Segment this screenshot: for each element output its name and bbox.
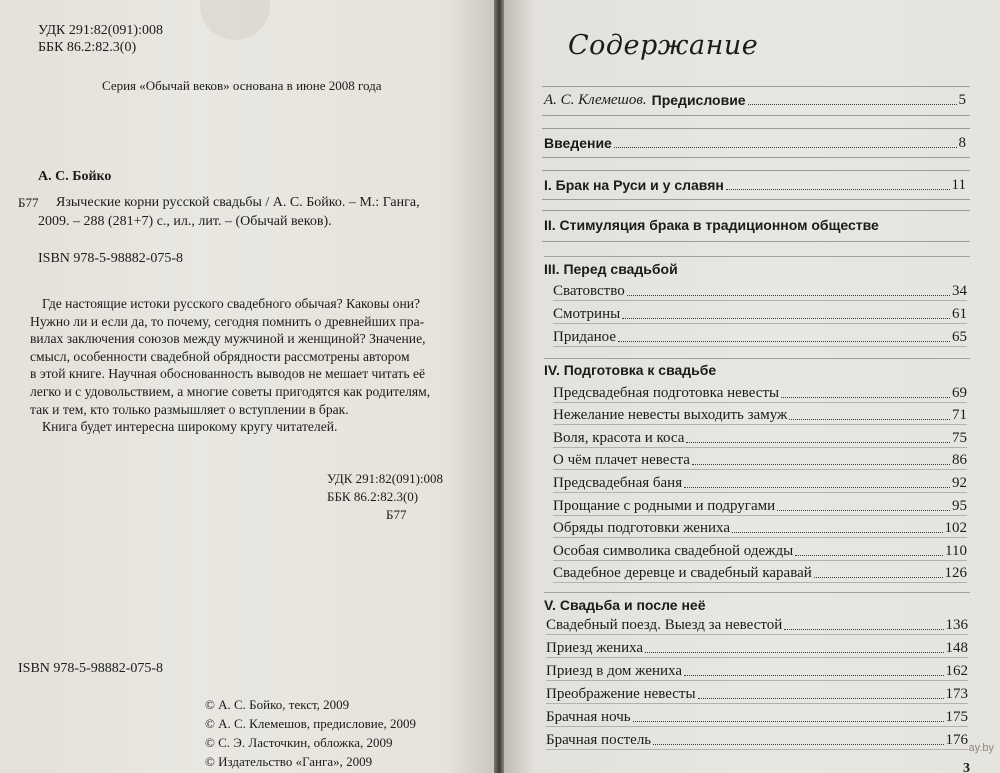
page-number: 126	[944, 565, 967, 582]
preface-title: Предисловие	[651, 92, 746, 108]
copyright-line: © А. С. Клемешов, предисловие, 2009	[205, 716, 417, 731]
toc-item[interactable]	[546, 704, 968, 727]
toc-item-title: О чём плачет невеста	[553, 452, 690, 469]
page-number: 136	[945, 617, 968, 633]
udk-bottom: УДК 291:82(091):008	[327, 471, 444, 486]
divider	[544, 358, 970, 359]
toc-item-title: Особая символика свадебной одежды	[553, 542, 794, 559]
toc-item[interactable]	[546, 612, 968, 635]
dot-leader	[684, 675, 944, 676]
bleed-through-mark	[200, 0, 270, 40]
page-number: 175	[945, 709, 968, 725]
toc-item-title: Обряды подготовки жениха	[553, 520, 730, 537]
catalog-line-1: Языческие корни русской свадьбы / А. С. Бойко. – М.: Ганга,	[56, 195, 420, 210]
catalog-code: Б77	[18, 195, 39, 210]
series-note: Серия «Обычай веков» основана в июне 2008 года	[102, 78, 382, 93]
page-number: 61	[952, 306, 967, 322]
toc-item[interactable]	[553, 425, 967, 448]
toc-item-title: Нежелание невесты выходить замуж	[553, 407, 788, 424]
dot-leader	[814, 577, 943, 578]
toc-item-title: Воля, красота и коса	[553, 429, 685, 446]
toc-item-title: Свадебное деревце и свадебный каравай	[553, 565, 812, 582]
toc-item[interactable]	[546, 658, 968, 681]
toc-item[interactable]	[546, 635, 968, 658]
bbk-bottom: ББК 86.2:82.3(0)	[327, 489, 419, 504]
toc-preface[interactable]	[542, 86, 970, 116]
copyright-line: © Издательство «Ганга», 2009	[205, 754, 373, 769]
dot-leader	[698, 698, 944, 699]
divider	[544, 256, 970, 257]
dot-leader	[726, 189, 950, 190]
annotation-block	[30, 295, 430, 436]
copyright-line: © А. С. Бойко, текст, 2009	[205, 697, 350, 712]
annotation-line: вилах заключения союзов между мужчиной и женщиной? Значение,	[30, 331, 426, 347]
toc-item[interactable]	[553, 538, 967, 561]
toc-item[interactable]	[553, 324, 967, 347]
page-number-footer: 3	[963, 761, 970, 773]
dot-leader	[622, 318, 950, 319]
bbk-top: ББК 86.2:82.3(0)	[38, 40, 137, 55]
page-number: 162	[945, 663, 968, 679]
toc-item[interactable]	[553, 493, 967, 516]
toc-introduction[interactable]	[542, 128, 970, 158]
toc-item[interactable]	[553, 516, 967, 539]
annotation-line: смысл, особенности свадебной обрядности рассмотрены автором	[30, 348, 410, 364]
contents-title: Содержание	[568, 30, 759, 61]
dot-leader	[653, 744, 943, 745]
chapter-5-title[interactable]: V. Свадьба и после неё	[544, 597, 706, 613]
toc-item-title: Приданое	[553, 329, 617, 345]
toc-item-title: Приезд жениха	[546, 640, 644, 656]
toc-item-title: Приезд в дом жениха	[546, 663, 682, 679]
page-number: 102	[944, 520, 967, 537]
introduction-title: Введение	[544, 135, 612, 151]
toc-item[interactable]	[546, 727, 968, 750]
page-number: 92	[952, 474, 967, 491]
dot-leader	[789, 419, 950, 420]
dot-leader	[777, 510, 950, 511]
toc-item-title: Прощание с родными и подругами	[553, 497, 776, 514]
toc-item-title: Преображение невесты	[546, 686, 696, 702]
right-page	[504, 0, 1000, 773]
page-number: 11	[951, 177, 966, 193]
udk-top: УДК 291:82(091):008	[38, 23, 163, 38]
annotation-line: Где настоящие истоки русского свадебного обычая? Каковы они?	[42, 296, 421, 311]
toc-item[interactable]	[553, 470, 967, 493]
dot-leader	[686, 442, 950, 443]
toc-item[interactable]	[553, 301, 967, 324]
annotation-line: Нужно ли и если да, то почему, сегодня помнить о древнейших пра-	[30, 313, 425, 329]
code-bottom: Б77	[386, 507, 407, 522]
toc-item[interactable]	[553, 278, 967, 301]
dot-leader	[795, 555, 943, 556]
toc-item[interactable]	[546, 681, 968, 704]
page-number: 86	[952, 452, 967, 469]
toc-item-title: Брачная ночь	[546, 709, 631, 725]
dot-leader	[645, 652, 943, 653]
toc-item-title: Предсвадебная баня	[553, 474, 683, 491]
chapter-3-title[interactable]: III. Перед свадьбой	[544, 261, 678, 277]
copyright-block	[205, 695, 416, 771]
page-number: 173	[945, 686, 968, 702]
isbn-top: ISBN 978-5-98882-075-8	[38, 251, 184, 266]
toc-item-title: Предсвадебная подготовка невесты	[553, 384, 780, 401]
page-number: 65	[952, 329, 967, 345]
dot-leader	[627, 295, 950, 296]
chapter-1-title: I. Брак на Руси и у славян	[544, 177, 724, 193]
page-number: 8	[958, 135, 966, 151]
page-number: 110	[945, 542, 967, 559]
page-number: 69	[952, 384, 967, 401]
toc-item-title: Свадебный поезд. Выезд за невестой	[546, 617, 783, 633]
dot-leader	[748, 104, 957, 105]
author-name: А. С. Бойко	[38, 169, 112, 184]
toc-item[interactable]	[553, 448, 967, 471]
chapter-5-list	[546, 612, 968, 750]
page-number: 34	[952, 283, 967, 299]
toc-chapter-1[interactable]	[542, 170, 970, 200]
annotation-line: в этой книге. Научная обоснованность выводов не мешает читать её	[30, 366, 426, 382]
annotation-line: Книга будет интересна широкому кругу читателей.	[42, 419, 338, 435]
page-number: 75	[952, 429, 967, 446]
toc-item-title: Сватовство	[553, 283, 625, 299]
preface-author: А. С. Клемешов.	[544, 92, 647, 108]
dot-leader	[618, 341, 950, 342]
page-number: 71	[952, 407, 967, 424]
annotation-line: легко и с удовольствием, а многие советы пригодятся как родителям,	[30, 383, 431, 399]
chapter-2-title: II. Стимуляция брака в традиционном обществе	[544, 217, 879, 233]
page-number: 176	[945, 732, 968, 748]
dot-leader	[692, 464, 950, 465]
isbn-bottom: ISBN 978-5-98882-075-8	[18, 661, 164, 676]
dot-leader	[784, 629, 943, 630]
toc-item[interactable]	[553, 561, 967, 584]
annotation-line: так и тем, кто только размышляет о вступлении в брак.	[30, 401, 349, 417]
dot-leader	[614, 147, 957, 148]
toc-item-title: Брачная постель	[546, 732, 652, 748]
toc-item-title: Смотрины	[553, 306, 621, 322]
chapter-3-list	[553, 278, 967, 347]
toc-item[interactable]	[553, 403, 967, 426]
copyright-line: © С. Э. Ласточкин, обложка, 2009	[205, 735, 393, 750]
left-page	[0, 0, 496, 773]
dot-leader	[781, 397, 950, 398]
catalog-line-2: 2009. – 288 (281+7) с., ил., лит. – (Обычай веков).	[38, 214, 332, 229]
dot-leader	[633, 721, 944, 722]
page-number: 95	[952, 497, 967, 514]
chapter-4-list	[553, 380, 967, 583]
dot-leader	[732, 532, 943, 533]
watermark: ay.by	[968, 742, 994, 754]
toc-chapter-2[interactable]	[542, 210, 970, 242]
chapter-4-title[interactable]: IV. Подготовка к свадьбе	[544, 362, 717, 378]
page-number: 148	[945, 640, 968, 656]
page-number: 5	[958, 92, 966, 108]
toc-item[interactable]	[553, 380, 967, 403]
divider	[544, 592, 970, 593]
dot-leader	[684, 487, 950, 488]
